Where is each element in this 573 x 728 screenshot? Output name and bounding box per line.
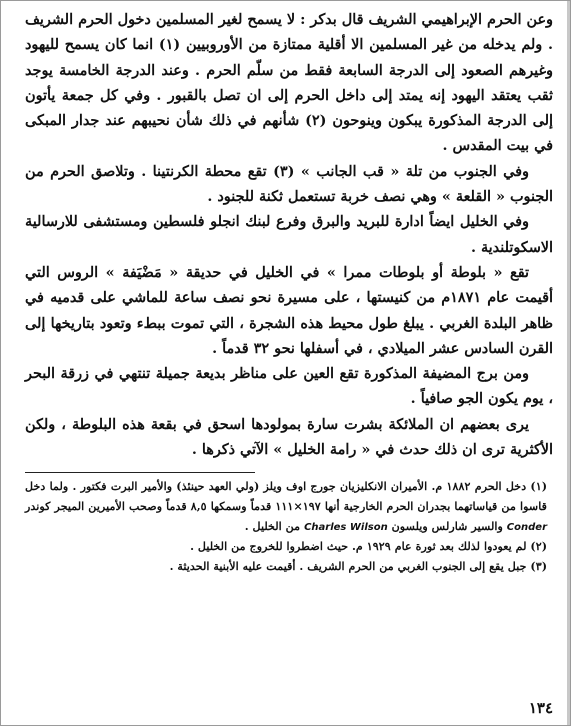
- footnote-1: [25, 477, 553, 537]
- footnote-separator: [25, 472, 255, 473]
- footnote-3: (٣) جبل يقع إلى الجنوب الغربي من الحرم الشريف . أقيمت عليه الأبنية الحديثة .: [169, 558, 547, 573]
- footnote-1-end: من الخليل .: [244, 518, 301, 533]
- footnote-1-latin-wilson: Charles Wilson: [304, 521, 388, 533]
- footnote-1-latin-conder: Conder: [506, 521, 547, 533]
- page-number: ١٣٤: [528, 699, 553, 717]
- paragraph-tower-view: ومن برج المضيفة المذكورة تقع العين على مناظر بديعة جميلة تنتهي في زرقة البحر ، يوم يكون الجو صافياً .: [25, 365, 553, 408]
- footnote-1-text: (١) دخل الحرم ١٨٨٢ م. الأميران الانكليزيان جورج اوف ويلز (ولي العهد حينئذ) والأمير البرت فكتور . ولما دخل قاسوا من قياساتهما بجدران الحرم الخارجية أنها ١٩٧×١١١ قدماً وسمكها ٨,٥ قدماً وصحب الأميرين الميجر كوندر: [25, 479, 547, 513]
- paragraph-oak-of-mamre: تقع « بلوطة أو بلوطات ممرا » في الخليل في حديقة « مَضْيَفة » الروس التي أقيمت عام ١٨٧١م من كنيستها ، على مسيرة نحو نصف ساعة للماشي على قدميه في ظاهر البلدة الغربي . يبلغ طول محيط هذه الشجرة ، التي تموت ببطء وتعود بتاريخها إلى القرن السادس عشر الميلادي ، في أسفلها نحو ٣٢ قدماً .: [25, 263, 553, 357]
- paragraph-quarantine: وفي الجنوب من تلة « قب الجانب » (٣) تقع محطة الكرنتينا . وتلاصق الحرم من الجنوب « القلعة » وهي نصف خربة تستعمل ثكنة للجنود .: [25, 162, 553, 206]
- footnote-2: (٢) لم يعودوا لذلك بعد ثورة عام ١٩٢٩ م. حيث اضطروا للخروج من الخليل .: [190, 539, 547, 554]
- paragraph-haram: وعن الحرم الإبراهيمي الشريف قال بدكر : لا يسمح لغير المسلمين دخول الحرم الشريف . ولم يدخله من غير المسلمين الا أقلية ممتازة من الأوروبيين (١) انما كان يسمح لليهود وغيرهم الصعود إلى الدرجة السابعة فقط من سلّم الحرم . وعند الدرجة الخامسة يوجد ثقب يعتقد اليهود إنه يمتد إلى داخل الحرم إلى ان تصل بالقبور . وفي كل جمعة يأتون إلى الدرجة المذكورة يبكون وينوحون (٢) شأنهم في ذلك شأن نحيبهم عند جدار المبكى في بيت المقدس .: [25, 11, 553, 155]
- footnotes: [25, 477, 553, 576]
- main-text: [25, 7, 553, 462]
- viewer-edge: [567, 1, 570, 725]
- footnote-1-mid: والسير شارلس ويلسون: [391, 518, 503, 533]
- book-page: [25, 7, 553, 723]
- paragraph-angels: يرى بعضهم ان الملائكة بشرت سارة بمولودها اسحق في بقعة هذه البلوطة ، ولكن الأكثرية ترى ان ذلك حدث في « رامة الخليل » الآتي ذكرها .: [25, 415, 553, 459]
- paragraph-post-office: وفي الخليل ايضاً ادارة للبريد والبرق وفرع لبنك انجلو فلسطين ومستشفى للارسالية الاسكوتلندية .: [25, 213, 553, 256]
